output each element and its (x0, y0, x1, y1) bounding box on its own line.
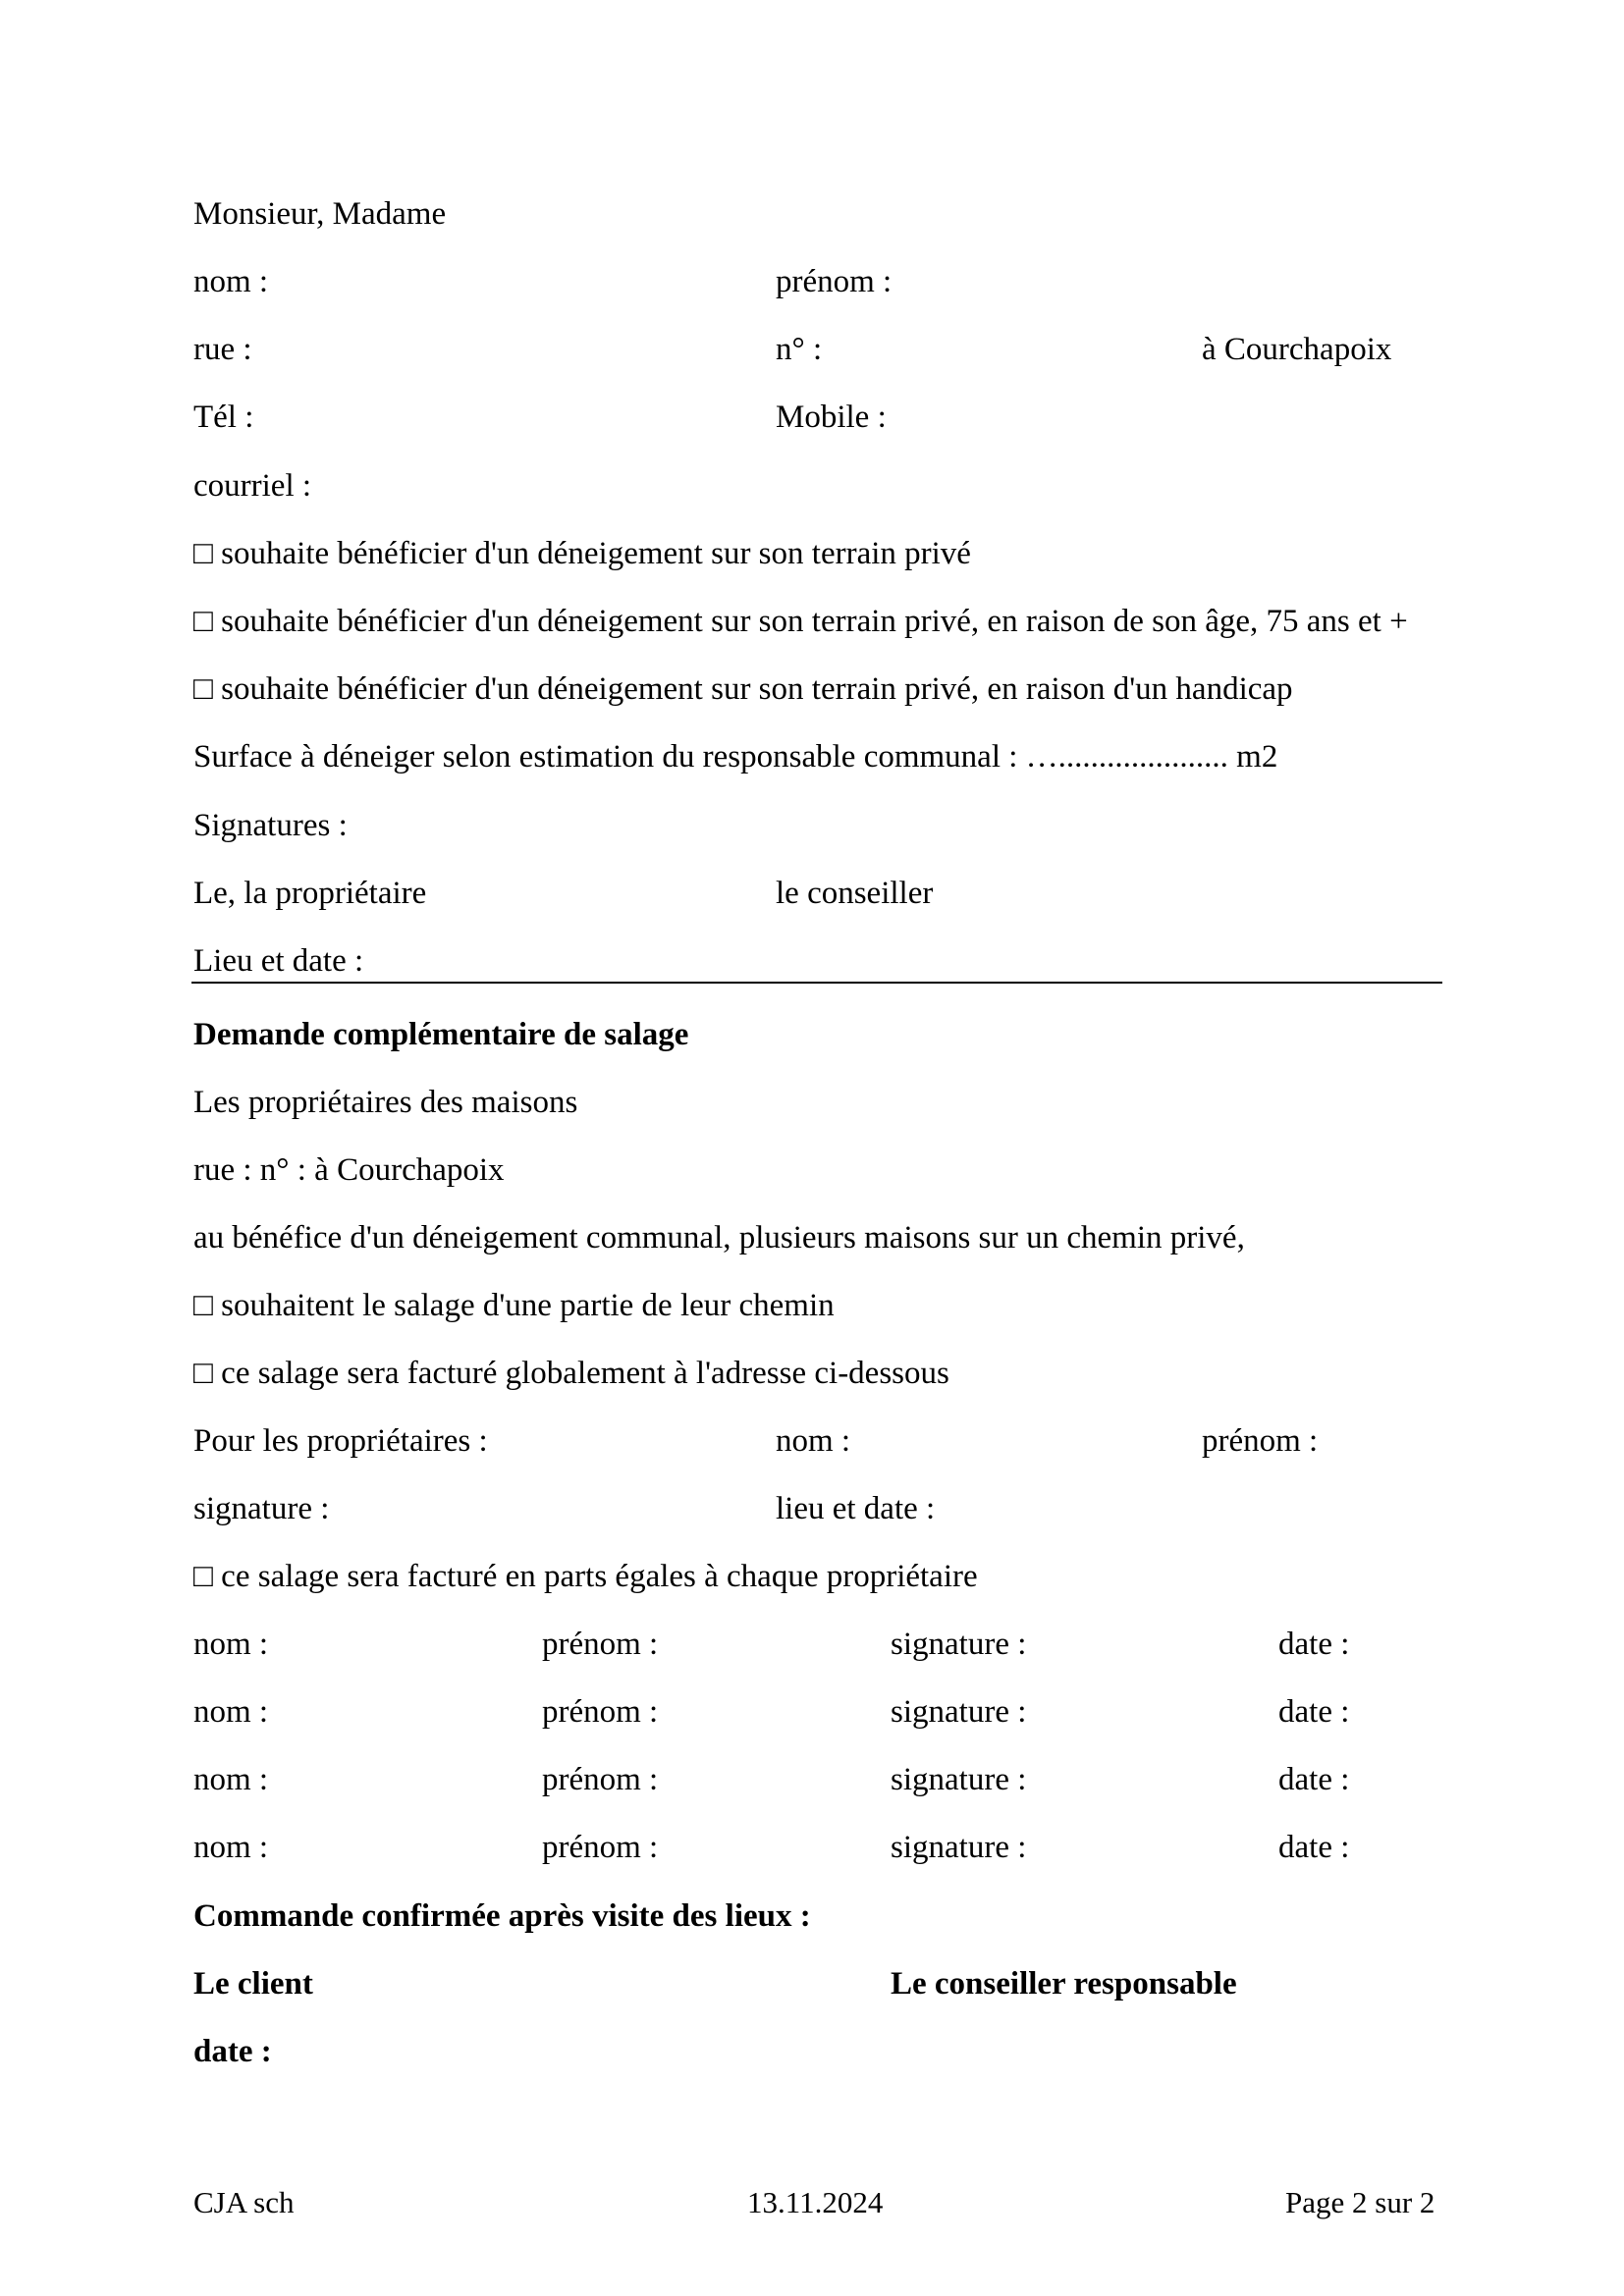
row-date: date : (1278, 1830, 1350, 1865)
date-label: date : (193, 2034, 272, 2069)
numero-label: n° : (776, 332, 823, 367)
option-facture-parts: □ ce salage sera facturé en parts égales à chaque propriétaire (193, 1559, 978, 1594)
row-nom: nom : (193, 1830, 269, 1865)
salage-title: Demande complémentaire de salage (193, 1017, 689, 1052)
option-facture-global: □ ce salage sera facturé globalement à l'adresse ci-dessous (193, 1356, 949, 1391)
lieu-date-label: Lieu et date : (193, 943, 364, 979)
signatures-label: Signatures : (193, 808, 348, 843)
row-prenom: prénom : (542, 1694, 659, 1730)
row-date: date : (1278, 1694, 1350, 1730)
salutation: Monsieur, Madame (193, 196, 447, 232)
rue-numero-line: rue : n° : à Courchapoix (193, 1152, 505, 1188)
pour-proprietaires-label: Pour les propriétaires : (193, 1423, 488, 1459)
row-nom: nom : (193, 1694, 269, 1730)
footer-date: 13.11.2024 (747, 2185, 884, 2219)
benefice-line: au bénéfice d'un déneigement communal, plusieurs maisons sur un chemin privé, (193, 1220, 1245, 1255)
row-signature: signature : (891, 1762, 1027, 1797)
courriel-label: courriel : (193, 468, 312, 504)
commande-title: Commande confirmée après visite des lieux : (193, 1898, 811, 1934)
signature-label: signature : (193, 1491, 330, 1526)
mobile-label: Mobile : (776, 400, 887, 435)
conseiller-label: le conseiller (776, 876, 934, 911)
proprietaire-label: Le, la propriétaire (193, 876, 427, 911)
row-prenom: prénom : (542, 1627, 659, 1662)
footer-author: CJA sch (193, 2185, 295, 2219)
proprietaires-maisons: Les propriétaires des maisons (193, 1085, 578, 1120)
option-salage-partie: □ souhaitent le salage d'une partie de leur chemin (193, 1288, 835, 1323)
row-signature: signature : (891, 1830, 1027, 1865)
option-deneigement-handicap: □ souhaite bénéficier d'un déneigement sur son terrain privé, en raison d'un handicap (193, 671, 1293, 707)
localite: à Courchapoix (1202, 332, 1392, 367)
row-date: date : (1278, 1762, 1350, 1797)
lieu-date-label: lieu et date : (776, 1491, 936, 1526)
option-deneigement: □ souhaite bénéficier d'un déneigement sur son terrain privé (193, 536, 971, 571)
section-divider (191, 982, 1442, 984)
footer-page-number: Page 2 sur 2 (1285, 2185, 1435, 2219)
conseiller-responsable-label: Le conseiller responsable (891, 1966, 1237, 2002)
nom-label: nom : (776, 1423, 851, 1459)
option-deneigement-age: □ souhaite bénéficier d'un déneigement sur son terrain privé, en raison de son âge, 75 ans et + (193, 604, 1408, 639)
row-signature: signature : (891, 1627, 1027, 1662)
row-prenom: prénom : (542, 1762, 659, 1797)
nom-label: nom : (193, 264, 269, 299)
row-prenom: prénom : (542, 1830, 659, 1865)
row-signature: signature : (891, 1694, 1027, 1730)
client-label: Le client (193, 1966, 313, 2002)
tel-label: Tél : (193, 400, 254, 435)
surface-line: Surface à déneiger selon estimation du responsable communal : …..................... m2 (193, 739, 1278, 774)
row-date: date : (1278, 1627, 1350, 1662)
prenom-label: prénom : (1202, 1423, 1319, 1459)
row-nom: nom : (193, 1762, 269, 1797)
rue-label: rue : (193, 332, 252, 367)
prenom-label: prénom : (776, 264, 893, 299)
row-nom: nom : (193, 1627, 269, 1662)
